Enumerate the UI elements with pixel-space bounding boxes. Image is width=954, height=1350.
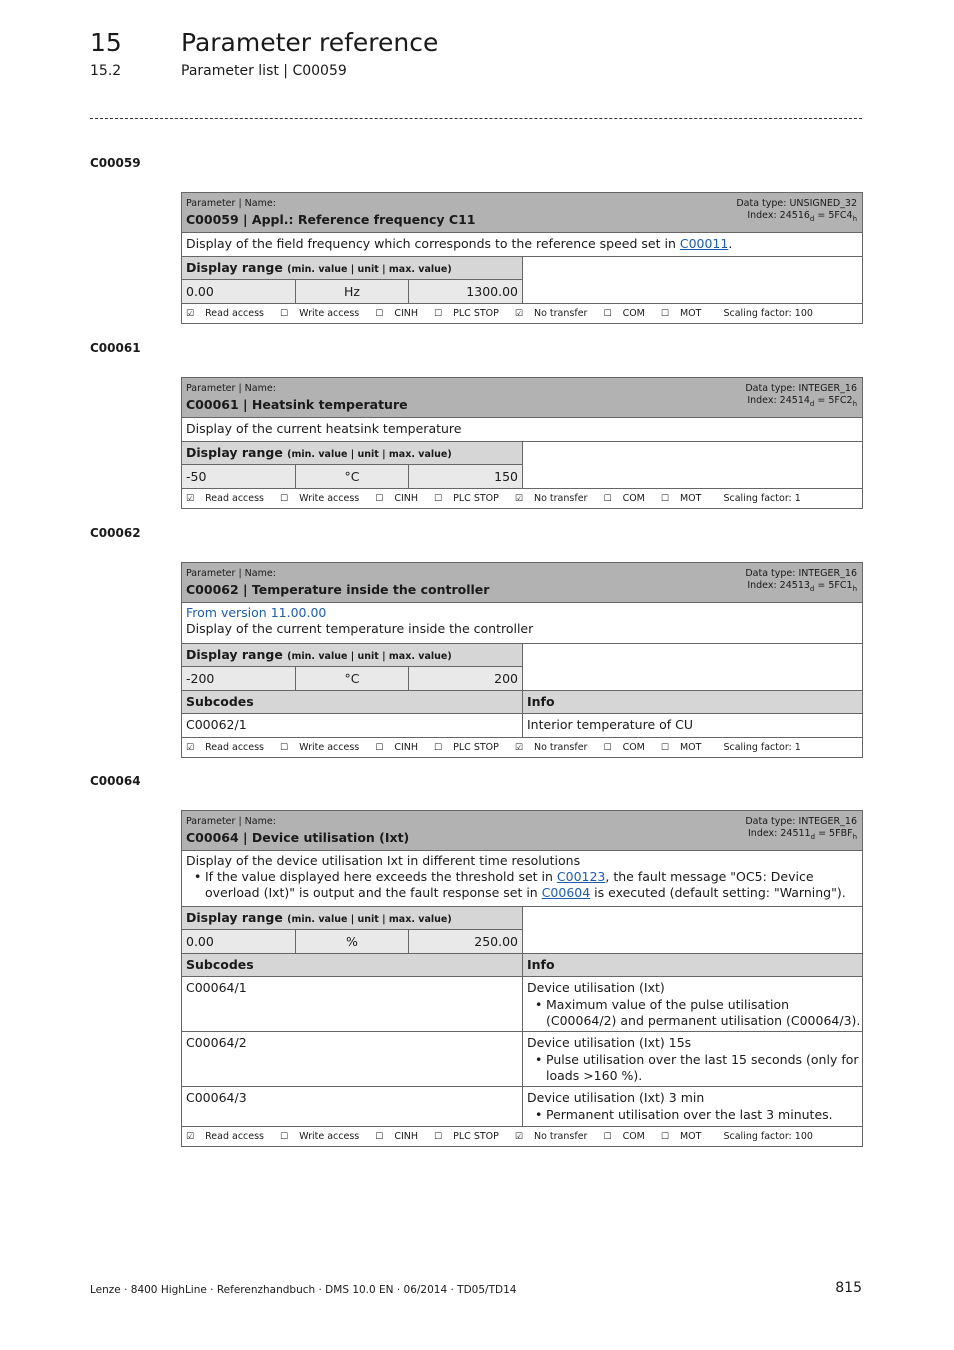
param-description: Display of the current heatsink temperature xyxy=(182,418,862,442)
range-max: 150 xyxy=(409,465,522,488)
range-max: 250.00 xyxy=(409,930,522,953)
param-name: C00062 | Temperature inside the controller xyxy=(186,582,490,597)
param-description: From version 11.00.00 Display of the current temperature inside the controller xyxy=(182,603,862,644)
display-range xyxy=(182,257,862,304)
param-description: Display of the device utilisation Ixt in different time resolutions • If the value displayed here exceeds the threshold set in C00123, the fault message "OC5: Device overload (Ixt)" is output and the fault response set in C00604 is executed (default setting: "Warning"). xyxy=(182,851,862,907)
param-table-c00062 xyxy=(181,562,863,758)
subcode-row xyxy=(182,977,862,1032)
access-flags: ☑ Read access ☐ Write access ☐ CINH ☐ PLC STOP ☑ No transfer ☐ COM ☐ MOT Scaling factor: 100 xyxy=(182,304,862,323)
subcode-info: Device utilisation (Ixt) 15s • Pulse utilisation over the last 15 seconds (only for loads >160 %). xyxy=(523,1032,862,1086)
link-c00123[interactable]: C00123 xyxy=(556,869,606,884)
param-table-c00059 xyxy=(181,192,863,324)
display-range xyxy=(182,907,862,954)
scaling-factor: Scaling factor: 100 xyxy=(723,1131,813,1142)
data-type: Data type: INTEGER_16 xyxy=(745,816,857,827)
subcode: C00064/1 xyxy=(182,977,523,1031)
param-heading: C00059 xyxy=(90,156,141,170)
param-name: C00064 | Device utilisation (Ixt) xyxy=(186,830,410,845)
data-type: Data type: UNSIGNED_32 xyxy=(736,198,857,209)
param-header xyxy=(182,378,862,418)
param-index: Index: $24511_d = 5FBF_h$ xyxy=(748,828,857,841)
param-name: C00059 | Appl.: Reference frequency C11 xyxy=(186,212,476,227)
subcode-row xyxy=(182,1087,862,1127)
range-min: 0.00 xyxy=(182,930,296,953)
range-max: 1300.00 xyxy=(409,280,522,303)
param-heading: C00062 xyxy=(90,526,141,540)
access-flags: ☑ Read access ☐ Write access ☐ CINH ☐ PLC STOP ☑ No transfer ☐ COM ☐ MOT Scaling factor: 1 xyxy=(182,738,862,757)
range-unit: % xyxy=(296,930,410,953)
display-range xyxy=(182,442,862,489)
footer-text: Lenze · 8400 HighLine · Referenzhandbuch · DMS 10.0 EN · 06/2014 · TD05/TD14 xyxy=(90,1284,517,1296)
access-flags: ☑ Read access ☐ Write access ☐ CINH ☐ PLC STOP ☑ No transfer ☐ COM ☐ MOT Scaling factor: 1 xyxy=(182,489,862,508)
scaling-factor: Scaling factor: 100 xyxy=(723,308,813,319)
range-unit: °C xyxy=(296,667,410,690)
subcodes-header: Subcodes Info xyxy=(182,691,862,714)
display-range-header: Display range (min. value | unit | max. value) xyxy=(182,442,522,465)
param-header xyxy=(182,563,862,603)
param-description: Display of the field frequency which corresponds to the reference speed set in C00011. xyxy=(182,233,862,257)
param-index: Index: $24516_d = 5FC4_h$ xyxy=(747,210,857,223)
data-type: Data type: INTEGER_16 xyxy=(745,568,857,579)
subcodes-header: Subcodes Info xyxy=(182,954,862,977)
chapter-number: 15 xyxy=(90,28,122,57)
range-min: 0.00 xyxy=(182,280,296,303)
subcode: C00062/1 xyxy=(182,714,523,737)
param-heading: C00061 xyxy=(90,341,141,355)
subcode-row xyxy=(182,1032,862,1087)
chapter-title: Parameter reference xyxy=(181,28,439,57)
subcode: C00064/3 xyxy=(182,1087,523,1126)
section-title: Parameter list | C00059 xyxy=(181,63,347,79)
param-index: Index: $24513_d = 5FC1_h$ xyxy=(747,580,857,593)
display-range xyxy=(182,644,862,691)
param-index: Index: $24514_d = 5FC2_h$ xyxy=(747,395,857,408)
subcode-info: Device utilisation (Ixt) 3 min • Permanent utilisation over the last 3 minutes. xyxy=(523,1087,862,1126)
bullet-item: • If the value displayed here exceeds the threshold set in C00123, the fault message "OC5: Device overload (Ixt)" is output and the fault response set in C00604 is executed (default setting: "Warning"). xyxy=(205,869,858,901)
range-min: -200 xyxy=(182,667,296,690)
param-table-c00064 xyxy=(181,810,863,1147)
param-header xyxy=(182,193,862,233)
link-c00011[interactable]: C00011 xyxy=(679,236,729,251)
subcode-info: Device utilisation (Ixt) • Maximum value of the pulse utilisation (C00064/2) and permanent utilisation (C00064/3). xyxy=(523,977,862,1031)
param-header xyxy=(182,811,862,851)
range-unit: Hz xyxy=(296,280,410,303)
page-number: 815 xyxy=(835,1280,862,1296)
param-name-label: Parameter | Name: xyxy=(186,816,276,827)
subcode-row xyxy=(182,714,862,738)
param-name-label: Parameter | Name: xyxy=(186,383,276,394)
param-name-label: Parameter | Name: xyxy=(186,568,276,579)
range-max: 200 xyxy=(409,667,522,690)
range-unit: °C xyxy=(296,465,410,488)
data-type: Data type: INTEGER_16 xyxy=(745,383,857,394)
param-table-c00061 xyxy=(181,377,863,509)
subcode-info: Interior temperature of CU xyxy=(527,717,694,732)
version-note: From version 11.00.00 xyxy=(186,605,327,620)
display-range-header: Display range (min. value | unit | max. value) xyxy=(182,644,522,667)
param-name-label: Parameter | Name: xyxy=(186,198,276,209)
param-heading: C00064 xyxy=(90,774,141,788)
scaling-factor: Scaling factor: 1 xyxy=(723,742,801,753)
display-range-header: Display range (min. value | unit | max. value) xyxy=(182,257,522,280)
header-divider xyxy=(90,118,862,119)
param-name: C00061 | Heatsink temperature xyxy=(186,397,408,412)
subcode: C00064/2 xyxy=(182,1032,523,1086)
scaling-factor: Scaling factor: 1 xyxy=(723,493,801,504)
section-number: 15.2 xyxy=(90,63,122,79)
link-c00604[interactable]: C00604 xyxy=(541,885,591,900)
display-range-header: Display range (min. value | unit | max. value) xyxy=(182,907,522,930)
access-flags: ☑ Read access ☐ Write access ☐ CINH ☐ PLC STOP ☑ No transfer ☐ COM ☐ MOT Scaling factor: 100 xyxy=(182,1127,862,1146)
range-min: -50 xyxy=(182,465,296,488)
